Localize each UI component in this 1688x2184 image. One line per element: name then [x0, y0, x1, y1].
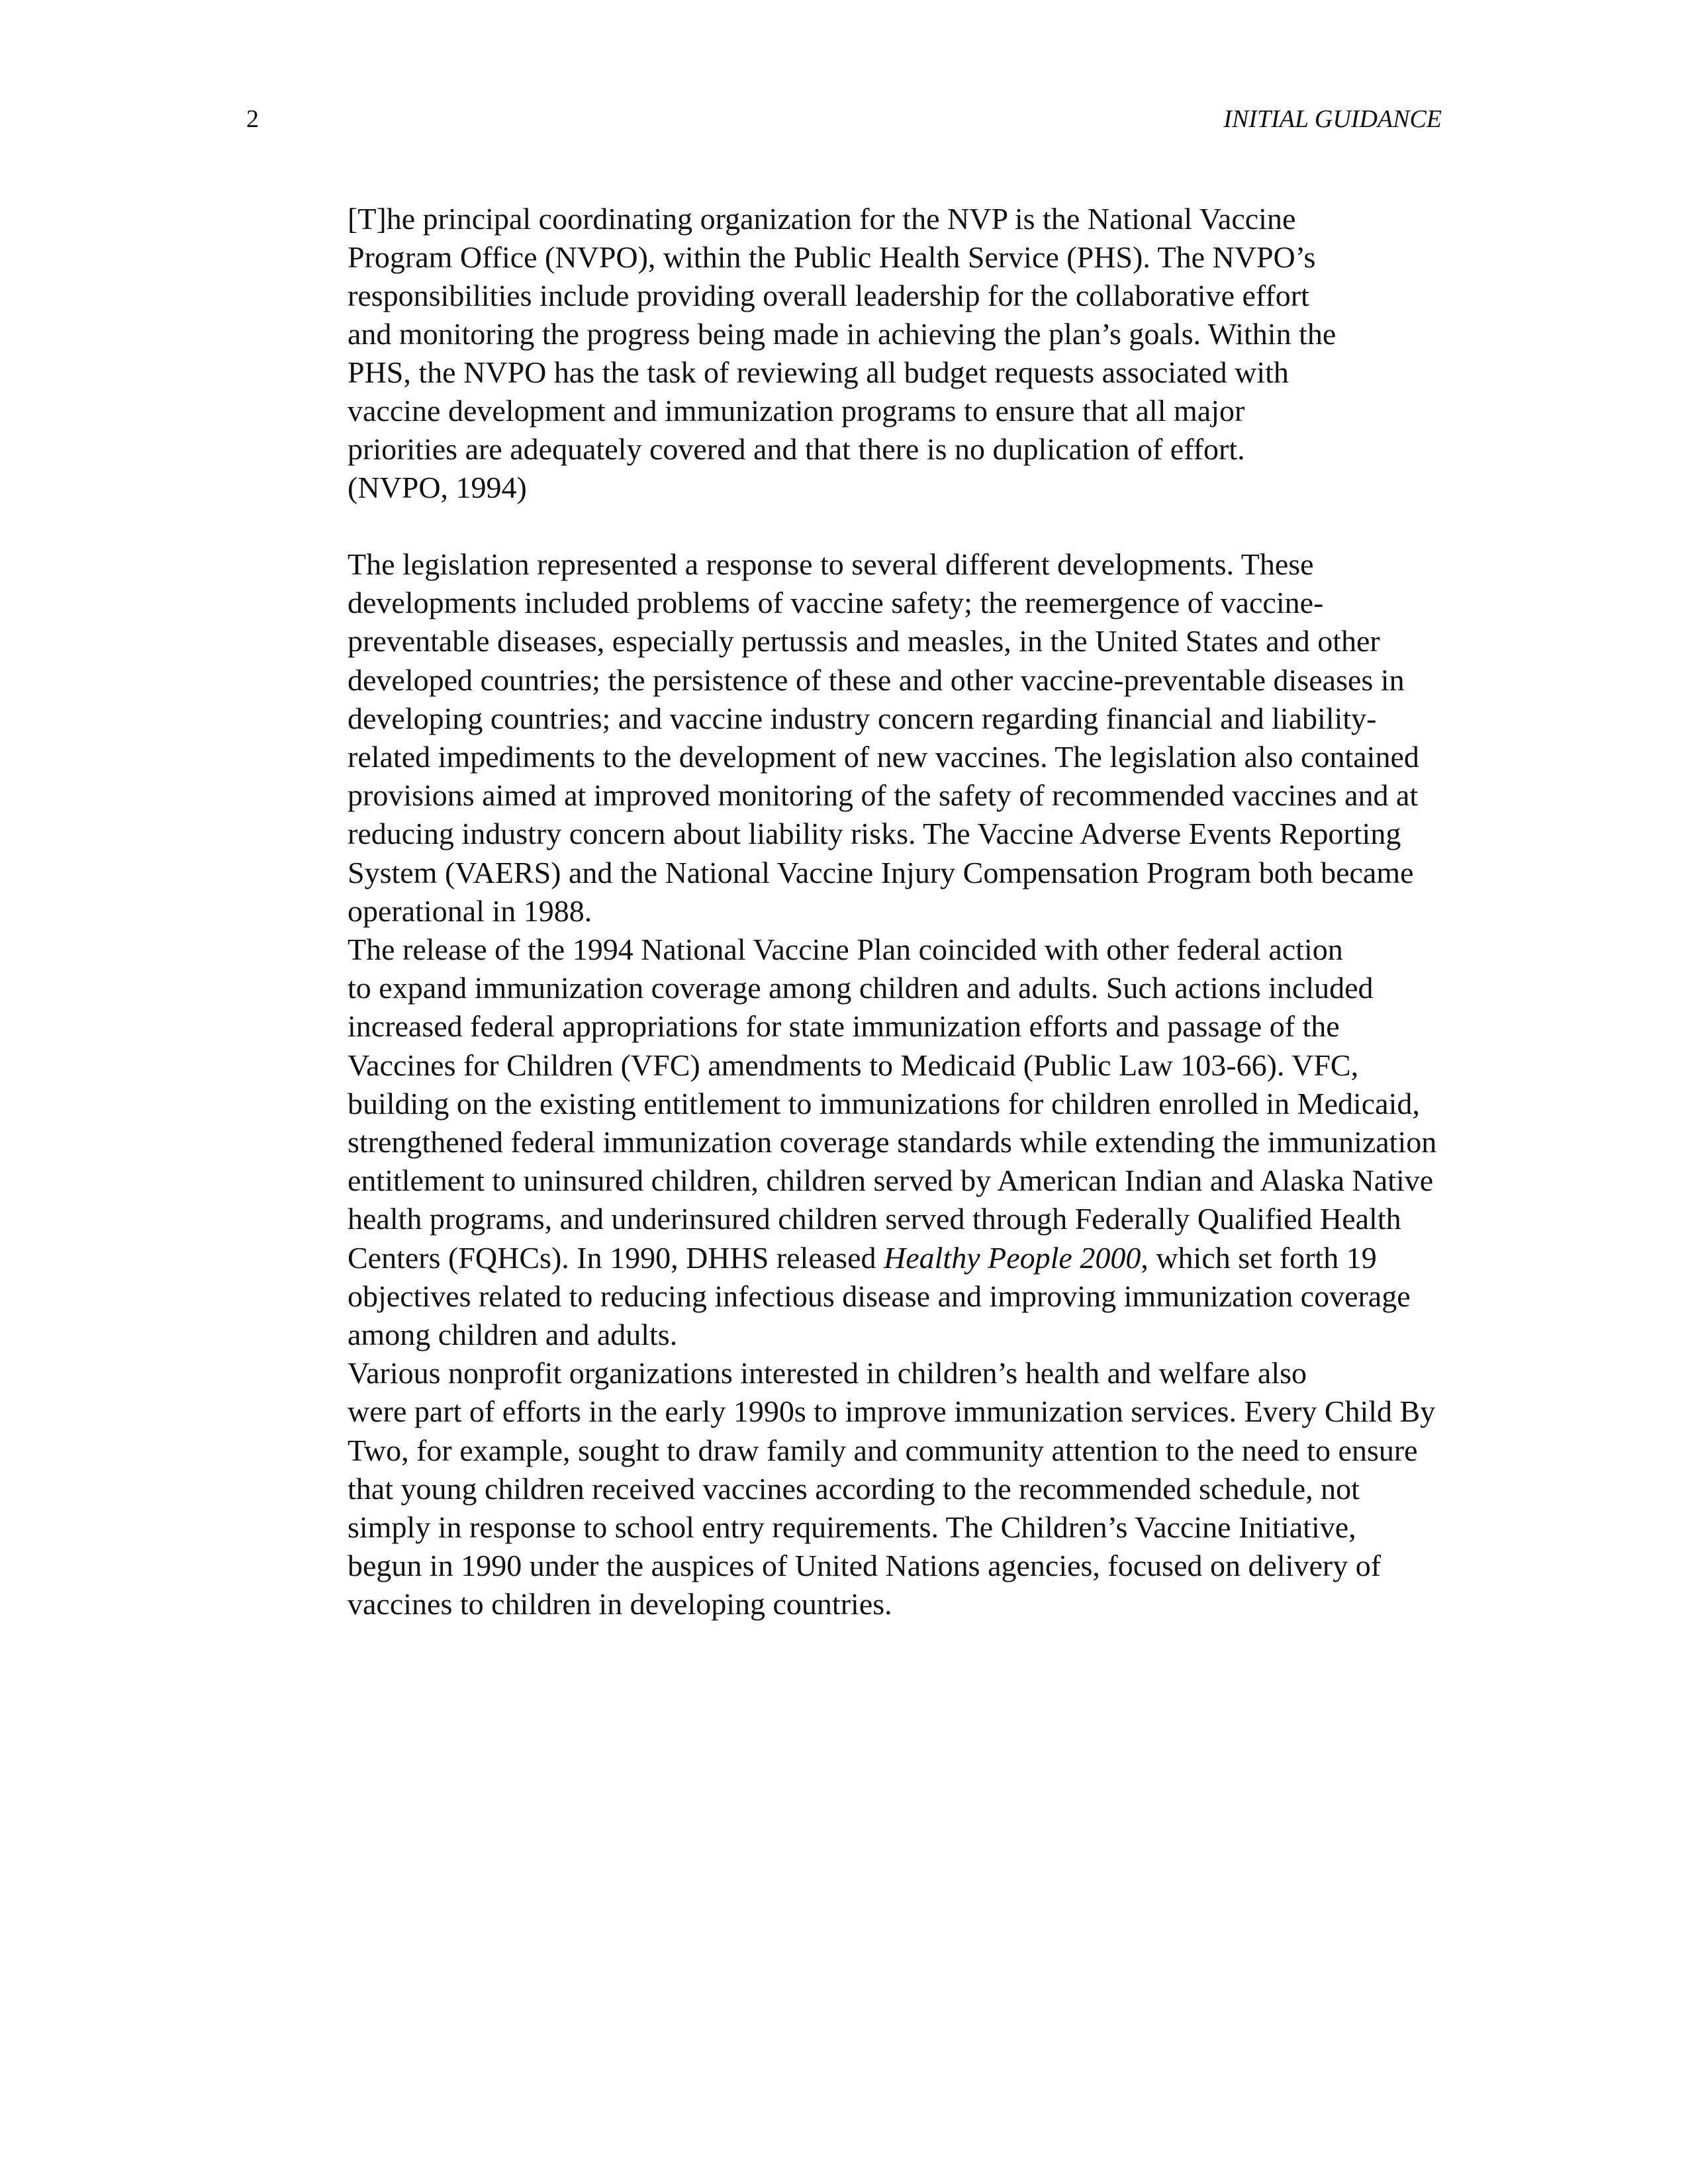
paragraph-legislation [246, 545, 1443, 931]
paragraph-line: vaccines to children in developing countries. [348, 1587, 892, 1621]
paragraph-line: Two, for example, sought to draw family and community attention to the need to ensure [348, 1433, 1418, 1467]
page-number: 2 [246, 105, 259, 133]
paragraph-line: developed countries; the persistence of these and other vaccine-preventable diseases in [348, 662, 1405, 697]
paragraph-line: related impediments to the development of new vaccines. The legislation also contained [348, 740, 1419, 774]
quote-line: [T]he principal coordinating organization for the NVP is the National Vaccine [348, 202, 1296, 236]
line-text-before: Centers (FQHCs). In 1990, DHHS released [348, 1240, 884, 1275]
paragraph-line-with-title [246, 1239, 1443, 1277]
block-quote [348, 200, 1433, 507]
paragraph-line: strengthened federal immunization coverage standards while extending the immunization [348, 1125, 1437, 1160]
paragraph-vaccine-plan [246, 931, 1443, 1354]
paragraph-line: to expand immunization coverage among children and adults. Such actions included [348, 971, 1374, 1005]
paragraph-line: that young children received vaccines according to the recommended schedule, not [348, 1471, 1360, 1506]
quote-line: priorities are adequately covered and that there is no duplication of effort. [348, 432, 1245, 466]
paragraph-line: simply in response to school entry requirements. The Children’s Vaccine Initiative, [348, 1510, 1356, 1545]
quote-line: responsibilities include providing overall leadership for the collaborative effort [348, 279, 1309, 312]
paragraph-line: Various nonprofit organizations interested in children’s health and welfare also [348, 1356, 1307, 1390]
quote-line: PHS, the NVPO has the task of reviewing all budget requests associated with [348, 355, 1289, 389]
paragraph-nonprofit [246, 1354, 1443, 1623]
paragraph-line: were part of efforts in the early 1990s to improve immunization services. Every Child By [348, 1394, 1436, 1429]
paragraph-line: preventable diseases, especially pertussis and measles, in the United States and other [348, 624, 1380, 659]
paragraph-line: health programs, and underinsured children served through Federally Qualified Health [348, 1202, 1401, 1236]
body-text [246, 545, 1443, 1624]
quote-line: vaccine development and immunization programs to ensure that all major [348, 394, 1245, 428]
page-header [246, 99, 1442, 139]
paragraph-line: developments included problems of vaccine safety; the reemergence of vaccine- [348, 586, 1324, 620]
paragraph-line: reducing industry concern about liability risks. The Vaccine Adverse Events Reporting [348, 817, 1401, 851]
paragraph-line: The release of the 1994 National Vaccine Plan coincided with other federal action [348, 933, 1343, 967]
quote-line: and monitoring the progress being made in achieving the plan’s goals. Within the [348, 317, 1336, 351]
publication-title: Healthy People 2000 [884, 1240, 1141, 1275]
paragraph-line: objectives related to reducing infectious disease and improving immunization coverage [348, 1279, 1411, 1313]
paragraph-line: The legislation represented a response to several different developments. These [348, 547, 1314, 581]
paragraph-line: begun in 1990 under the auspices of United Nations agencies, focused on delivery of [348, 1549, 1382, 1583]
paragraph-line: developing countries; and vaccine industry concern regarding financial and liability- [348, 701, 1377, 735]
paragraph-line: entitlement to uninsured children, children served by American Indian and Alaska Native [348, 1163, 1434, 1198]
paragraph-line: building on the existing entitlement to immunizations for children enrolled in Medicaid, [348, 1086, 1420, 1120]
paragraph-line: provisions aimed at improved monitoring of the safety of recommended vaccines and at [348, 778, 1419, 813]
paragraph-line: increased federal appropriations for state immunization efforts and passage of the [348, 1009, 1340, 1044]
running-head: INITIAL GUIDANCE [1223, 105, 1442, 133]
paragraph-line: Vaccines for Children (VFC) amendments to Medicaid (Public Law 103-66). VFC, [348, 1048, 1359, 1082]
quote-line: Program Office (NVPO), within the Public Health Service (PHS). The NVPO’s [348, 240, 1316, 274]
paragraph-line: among children and adults. [348, 1318, 678, 1352]
line-text-after: , which set forth 19 [1141, 1240, 1377, 1275]
paragraph-line: operational in 1988. [348, 893, 592, 928]
quote-citation: (NVPO, 1994) [348, 471, 527, 504]
paragraph-line: System (VAERS) and the National Vaccine Injury Compensation Program both became [348, 855, 1414, 889]
